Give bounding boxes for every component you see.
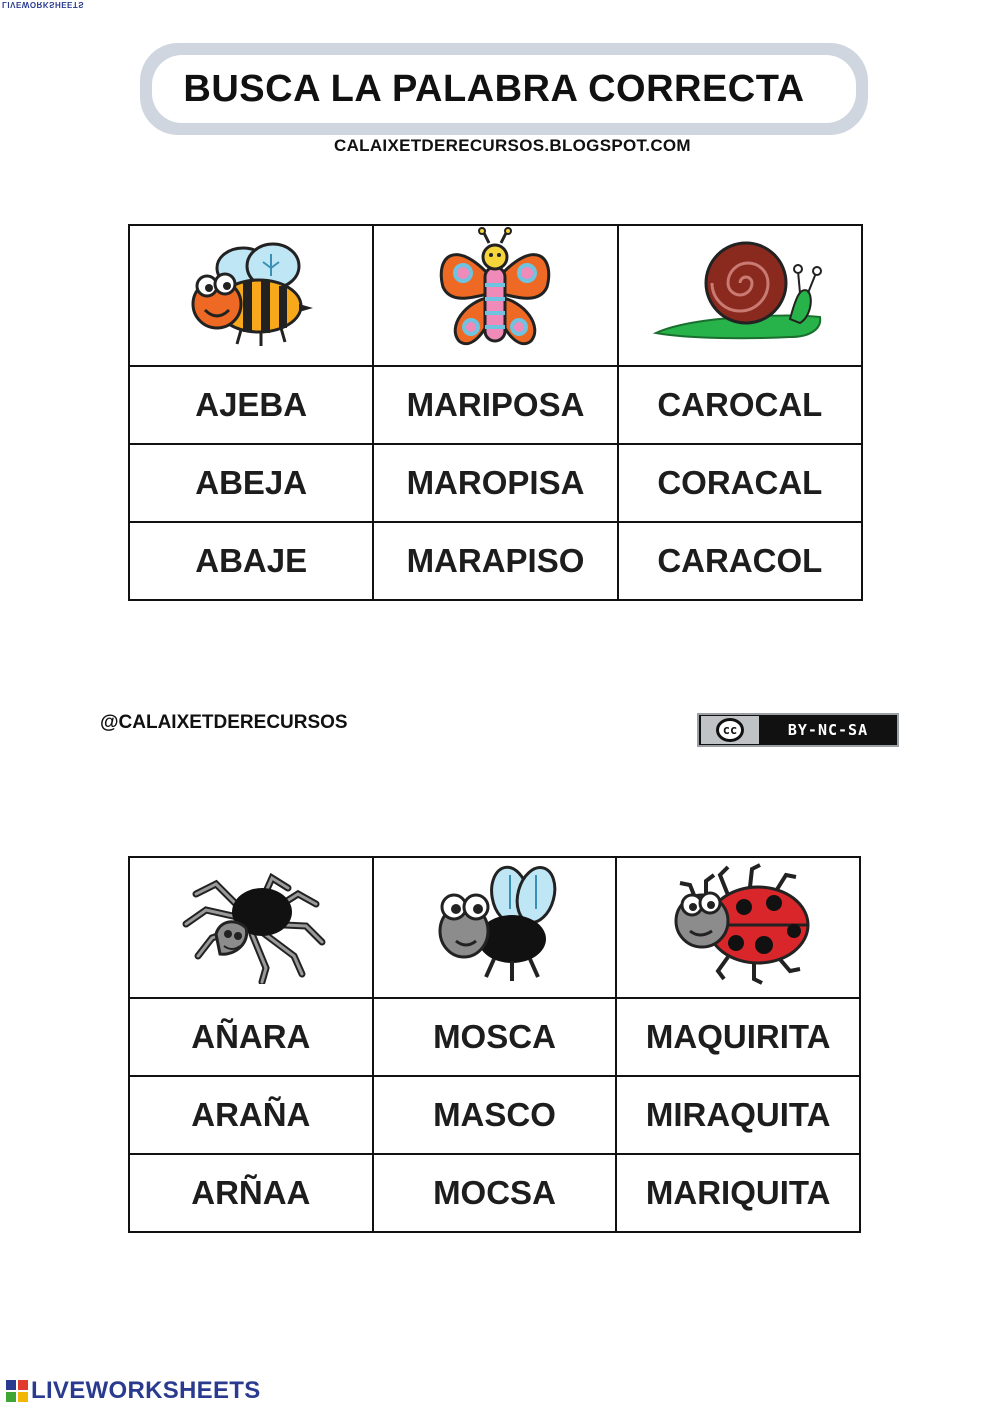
- spider-icon: [176, 864, 326, 984]
- fly-icon: [424, 861, 564, 986]
- cc-symbol: cc: [716, 718, 744, 742]
- word-option[interactable]: MOCSA: [373, 1154, 617, 1232]
- word-option[interactable]: ABEJA: [129, 444, 373, 522]
- word-option[interactable]: MAROPISA: [373, 444, 617, 522]
- word-option[interactable]: MOSCA: [373, 998, 617, 1076]
- image-cell-fly: [373, 857, 617, 998]
- title-inner: [152, 55, 856, 123]
- license-badge: [697, 713, 899, 747]
- butterfly-icon: [425, 227, 565, 357]
- liveworksheets-logo-icon: [6, 1380, 28, 1402]
- ladybug-icon: [658, 861, 818, 986]
- word-option[interactable]: MAQUIRITA: [616, 998, 860, 1076]
- footer-brand-text: LIVEWORKSHEETS: [31, 1377, 261, 1404]
- word-option[interactable]: CORACAL: [618, 444, 862, 522]
- word-option[interactable]: ARÑAA: [129, 1154, 373, 1232]
- word-option[interactable]: AÑARA: [129, 998, 373, 1076]
- word-option[interactable]: MASCO: [373, 1076, 617, 1154]
- word-option[interactable]: AJEBA: [129, 366, 373, 444]
- word-table-2: [128, 856, 861, 1233]
- page-title: BUSCA LA PALABRA CORRECTA: [183, 67, 805, 110]
- word-option[interactable]: CARACOL: [618, 522, 862, 600]
- snail-icon: [650, 237, 830, 347]
- image-row: [129, 225, 862, 366]
- word-option[interactable]: MIRAQUITA: [616, 1076, 860, 1154]
- word-option[interactable]: CAROCAL: [618, 366, 862, 444]
- header-watermark: LIVEWORKSHEETS: [2, 0, 85, 9]
- word-option[interactable]: MARIPOSA: [373, 366, 617, 444]
- cc-icon: [701, 716, 759, 744]
- word-option[interactable]: MARAPISO: [373, 522, 617, 600]
- table-row: [129, 366, 862, 444]
- table-row: [129, 444, 862, 522]
- footer-logo[interactable]: [6, 1377, 261, 1405]
- image-row: [129, 857, 860, 998]
- table-row: [129, 522, 862, 600]
- word-option[interactable]: ABAJE: [129, 522, 373, 600]
- title-frame: [140, 43, 868, 135]
- table-row: [129, 1154, 860, 1232]
- image-cell-butterfly: [373, 225, 617, 366]
- bee-icon: [181, 232, 321, 352]
- table-row: [129, 998, 860, 1076]
- table-row: [129, 1076, 860, 1154]
- author-handle: @CALAIXETDERECURSOS: [100, 712, 348, 733]
- image-cell-spider: [129, 857, 373, 998]
- image-cell-ladybug: [616, 857, 860, 998]
- word-table-1: [128, 224, 863, 601]
- word-option[interactable]: MARIQUITA: [616, 1154, 860, 1232]
- site-url: CALAIXETDERECURSOS.BLOGSPOT.COM: [334, 136, 691, 155]
- license-text: BY-NC-SA: [787, 721, 869, 739]
- image-cell-bee: [129, 225, 373, 366]
- word-option[interactable]: ARAÑA: [129, 1076, 373, 1154]
- image-cell-snail: [618, 225, 862, 366]
